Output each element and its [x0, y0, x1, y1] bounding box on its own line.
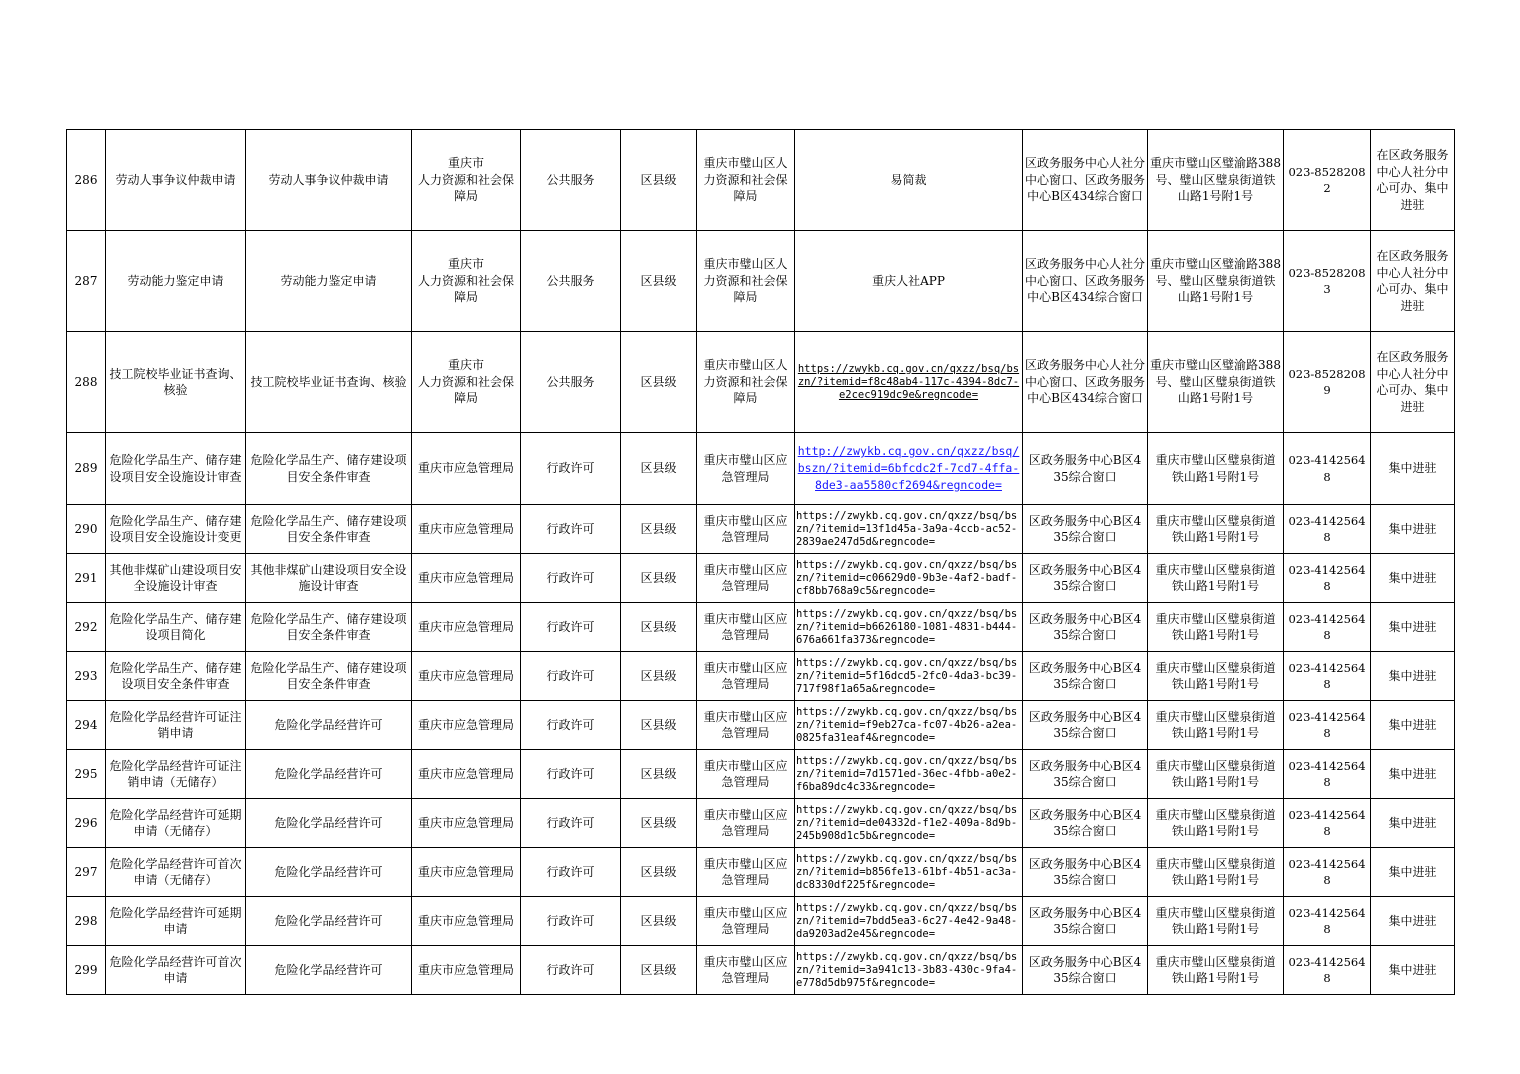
- cell-level: 区县级: [621, 897, 697, 946]
- cell-level: 区县级: [621, 701, 697, 750]
- cell-item: 危险化学品经营许可延期申请: [106, 897, 246, 946]
- cell-org: 重庆市璧山区应急管理局: [697, 848, 795, 897]
- cell-address: 重庆市璧山区璧渝路388号、璧山区璧泉街道铁山路1号附1号: [1148, 332, 1284, 433]
- service-link[interactable]: https://zwykb.cq.gov.cn/qxzz/bsq/bszn/?itemid=b856fe13-61bf-4b51-ac3a-dc8330df225f&regncode=: [796, 852, 1018, 891]
- cell-subitem: 危险化学品经营许可: [246, 750, 412, 799]
- cell-no: 291: [67, 554, 106, 603]
- cell-no: 287: [67, 231, 106, 332]
- cell-address: 重庆市璧山区璧泉街道铁山路1号附1号: [1148, 505, 1284, 554]
- service-link[interactable]: https://zwykb.cq.gov.cn/qxzz/bsq/bszn/?itemid=7bdd5ea3-6c27-4e42-9a48-da9203ad2e45&regncode=: [796, 901, 1018, 940]
- cell-address: 重庆市璧山区璧渝路388号、璧山区璧泉街道铁山路1号附1号: [1148, 130, 1284, 231]
- cell-item: 劳动能力鉴定申请: [106, 231, 246, 332]
- cell-online[interactable]: [795, 750, 1023, 799]
- cell-type: 公共服务: [521, 332, 621, 433]
- cell-address: 重庆市璧山区璧泉街道铁山路1号附1号: [1148, 652, 1284, 701]
- cell-phone: 023-41425648: [1284, 505, 1371, 554]
- cell-window: 区政务服务中心B区435综合窗口: [1023, 433, 1148, 505]
- cell-dept: 重庆市应急管理局: [412, 799, 521, 848]
- cell-type: 行政许可: [521, 433, 621, 505]
- cell-window: 区政务服务中心B区435综合窗口: [1023, 750, 1148, 799]
- cell-item: 危险化学品经营许可证注销申请（无储存）: [106, 750, 246, 799]
- cell-dept: 重庆市应急管理局: [412, 603, 521, 652]
- cell-level: 区县级: [621, 603, 697, 652]
- cell-mode: 集中进驻: [1371, 848, 1455, 897]
- cell-no: 295: [67, 750, 106, 799]
- cell-window: 区政务服务中心B区435综合窗口: [1023, 897, 1148, 946]
- cell-type: 行政许可: [521, 946, 621, 995]
- cell-level: 区县级: [621, 946, 697, 995]
- cell-item: 危险化学品经营许可首次申请: [106, 946, 246, 995]
- cell-online[interactable]: [795, 652, 1023, 701]
- cell-dept: 重庆市应急管理局: [412, 848, 521, 897]
- cell-window: 区政务服务中心B区435综合窗口: [1023, 701, 1148, 750]
- cell-level: 区县级: [621, 652, 697, 701]
- cell-window: 区政务服务中心B区435综合窗口: [1023, 554, 1148, 603]
- cell-online[interactable]: [795, 848, 1023, 897]
- cell-type: 公共服务: [521, 130, 621, 231]
- cell-org: 重庆市璧山区应急管理局: [697, 701, 795, 750]
- service-link[interactable]: https://zwykb.cq.gov.cn/qxzz/bsq/bszn/?itemid=f9eb27ca-fc07-4b26-a2ea-0825fa31eaf4&regncode=: [796, 705, 1018, 744]
- cell-no: 286: [67, 130, 106, 231]
- service-link[interactable]: https://zwykb.cq.gov.cn/qxzz/bsq/bszn/?itemid=c06629d0-9b3e-4af2-badf-cf8bb768a9c5&regncode=: [796, 558, 1018, 597]
- cell-online: 重庆人社APP: [795, 231, 1023, 332]
- cell-phone: 023-41425648: [1284, 750, 1371, 799]
- cell-org: 重庆市璧山区应急管理局: [697, 799, 795, 848]
- cell-mode: 在区政务服务中心人社分中心可办、集中进驻: [1371, 332, 1455, 433]
- service-link[interactable]: http://zwykb.cq.gov.cn/qxzz/bsq/bszn/?itemid=6bfcdc2f-7cd7-4ffa-8de3-aa5580cf2694&regncode=: [797, 444, 1020, 492]
- cell-phone: 023-41425648: [1284, 433, 1371, 505]
- cell-address: 重庆市璧山区璧泉街道铁山路1号附1号: [1148, 750, 1284, 799]
- cell-level: 区县级: [621, 505, 697, 554]
- cell-item: 危险化学品生产、储存建设项目安全设施设计审查: [106, 433, 246, 505]
- cell-mode: 在区政务服务中心人社分中心可办、集中进驻: [1371, 231, 1455, 332]
- cell-phone: 023-85282082: [1284, 130, 1371, 231]
- cell-type: 行政许可: [521, 848, 621, 897]
- cell-window: 区政务服务中心人社分中心窗口、区政务服务中心B区434综合窗口: [1023, 332, 1148, 433]
- cell-type: 行政许可: [521, 652, 621, 701]
- cell-phone: 023-41425648: [1284, 848, 1371, 897]
- cell-no: 293: [67, 652, 106, 701]
- cell-dept: 重庆市应急管理局: [412, 897, 521, 946]
- cell-address: 重庆市璧山区璧泉街道铁山路1号附1号: [1148, 603, 1284, 652]
- cell-no: 292: [67, 603, 106, 652]
- cell-no: 290: [67, 505, 106, 554]
- cell-item: 危险化学品经营许可首次申请（无储存）: [106, 848, 246, 897]
- cell-org: 重庆市璧山区应急管理局: [697, 750, 795, 799]
- cell-no: 296: [67, 799, 106, 848]
- service-link[interactable]: https://zwykb.cq.gov.cn/qxzz/bsq/bszn/?itemid=de04332d-f1e2-409a-8d9b-245b908d1c5b&regncode=: [796, 803, 1018, 842]
- cell-subitem: 危险化学品生产、储存建设项目安全条件审查: [246, 652, 412, 701]
- cell-type: 行政许可: [521, 554, 621, 603]
- cell-org: 重庆市璧山区应急管理局: [697, 652, 795, 701]
- cell-address: 重庆市璧山区璧泉街道铁山路1号附1号: [1148, 848, 1284, 897]
- cell-level: 区县级: [621, 130, 697, 231]
- cell-type: 行政许可: [521, 701, 621, 750]
- cell-mode: 集中进驻: [1371, 897, 1455, 946]
- cell-org: 重庆市璧山区应急管理局: [697, 946, 795, 995]
- cell-online[interactable]: [795, 897, 1023, 946]
- cell-item: 技工院校毕业证书查询、核验: [106, 332, 246, 433]
- cell-type: 公共服务: [521, 231, 621, 332]
- cell-mode: 在区政务服务中心人社分中心可办、集中进驻: [1371, 130, 1455, 231]
- cell-address: 重庆市璧山区璧泉街道铁山路1号附1号: [1148, 897, 1284, 946]
- service-link[interactable]: https://zwykb.cq.gov.cn/qxzz/bsq/bszn/?itemid=f8c48ab4-117c-4394-8dc7-e2cec919dc9e&regncode=: [797, 362, 1020, 401]
- cell-window: 区政务服务中心人社分中心窗口、区政务服务中心B区434综合窗口: [1023, 130, 1148, 231]
- cell-type: 行政许可: [521, 603, 621, 652]
- cell-address: 重庆市璧山区璧渝路388号、璧山区璧泉街道铁山路1号附1号: [1148, 231, 1284, 332]
- cell-dept: 重庆市应急管理局: [412, 554, 521, 603]
- cell-phone: 023-85282089: [1284, 332, 1371, 433]
- cell-dept: 重庆市 人力资源和社会保障局: [412, 130, 521, 231]
- table-row: [67, 433, 1455, 505]
- cell-level: 区县级: [621, 554, 697, 603]
- cell-online: 易简裁: [795, 130, 1023, 231]
- cell-dept: 重庆市 人力资源和社会保障局: [412, 332, 521, 433]
- cell-item: 危险化学品经营许可证注销申请: [106, 701, 246, 750]
- cell-level: 区县级: [621, 231, 697, 332]
- table-row: [67, 130, 1455, 231]
- cell-dept: 重庆市 人力资源和社会保障局: [412, 231, 521, 332]
- cell-subitem: 危险化学品经营许可: [246, 946, 412, 995]
- cell-org: 重庆市璧山区应急管理局: [697, 897, 795, 946]
- cell-online[interactable]: [795, 946, 1023, 995]
- cell-no: 288: [67, 332, 106, 433]
- cell-level: 区县级: [621, 848, 697, 897]
- cell-subitem: 技工院校毕业证书查询、核验: [246, 332, 412, 433]
- cell-mode: 集中进驻: [1371, 652, 1455, 701]
- cell-window: 区政务服务中心B区435综合窗口: [1023, 652, 1148, 701]
- cell-no: 299: [67, 946, 106, 995]
- table-row: [67, 652, 1455, 701]
- cell-item: 危险化学品生产、储存建设项目简化: [106, 603, 246, 652]
- cell-item: 危险化学品经营许可延期申请（无储存）: [106, 799, 246, 848]
- cell-no: 297: [67, 848, 106, 897]
- cell-phone: 023-41425648: [1284, 603, 1371, 652]
- cell-mode: 集中进驻: [1371, 701, 1455, 750]
- cell-org: 重庆市璧山区应急管理局: [697, 603, 795, 652]
- cell-subitem: 其他非煤矿山建设项目安全设施设计审查: [246, 554, 412, 603]
- cell-online[interactable]: [795, 603, 1023, 652]
- cell-org: 重庆市璧山区人力资源和社会保障局: [697, 130, 795, 231]
- cell-dept: 重庆市应急管理局: [412, 946, 521, 995]
- cell-phone: 023-41425648: [1284, 554, 1371, 603]
- cell-level: 区县级: [621, 750, 697, 799]
- cell-window: 区政务服务中心B区435综合窗口: [1023, 603, 1148, 652]
- table-row: [67, 799, 1455, 848]
- cell-type: 行政许可: [521, 750, 621, 799]
- cell-subitem: 劳动能力鉴定申请: [246, 231, 412, 332]
- cell-online[interactable]: [795, 332, 1023, 433]
- cell-subitem: 危险化学品经营许可: [246, 701, 412, 750]
- cell-online[interactable]: [795, 505, 1023, 554]
- cell-phone: 023-41425648: [1284, 799, 1371, 848]
- cell-dept: 重庆市应急管理局: [412, 433, 521, 505]
- table-row: [67, 848, 1455, 897]
- cell-address: 重庆市璧山区璧泉街道铁山路1号附1号: [1148, 554, 1284, 603]
- cell-online[interactable]: [795, 433, 1023, 505]
- cell-window: 区政务服务中心B区435综合窗口: [1023, 946, 1148, 995]
- cell-address: 重庆市璧山区璧泉街道铁山路1号附1号: [1148, 433, 1284, 505]
- cell-phone: 023-41425648: [1284, 701, 1371, 750]
- cell-type: 行政许可: [521, 897, 621, 946]
- cell-phone: 023-41425648: [1284, 897, 1371, 946]
- cell-item: 危险化学品生产、储存建设项目安全设施设计变更: [106, 505, 246, 554]
- table-row: [67, 946, 1455, 995]
- cell-level: 区县级: [621, 332, 697, 433]
- table-row: [67, 701, 1455, 750]
- cell-mode: 集中进驻: [1371, 799, 1455, 848]
- table-row: [67, 603, 1455, 652]
- cell-item: 危险化学品生产、储存建设项目安全条件审查: [106, 652, 246, 701]
- cell-mode: 集中进驻: [1371, 505, 1455, 554]
- cell-type: 行政许可: [521, 505, 621, 554]
- cell-dept: 重庆市应急管理局: [412, 505, 521, 554]
- cell-org: 重庆市璧山区应急管理局: [697, 505, 795, 554]
- table-row: [67, 231, 1455, 332]
- cell-dept: 重庆市应急管理局: [412, 652, 521, 701]
- cell-org: 重庆市璧山区应急管理局: [697, 554, 795, 603]
- service-link[interactable]: https://zwykb.cq.gov.cn/qxzz/bsq/bszn/?itemid=13f1d45a-3a9a-4ccb-ac52-2839ae247d5d&regncode=: [796, 509, 1018, 548]
- cell-item: 劳动人事争议仲裁申请: [106, 130, 246, 231]
- cell-no: 294: [67, 701, 106, 750]
- cell-address: 重庆市璧山区璧泉街道铁山路1号附1号: [1148, 799, 1284, 848]
- cell-mode: 集中进驻: [1371, 433, 1455, 505]
- cell-window: 区政务服务中心人社分中心窗口、区政务服务中心B区434综合窗口: [1023, 231, 1148, 332]
- cell-subitem: 劳动人事争议仲裁申请: [246, 130, 412, 231]
- cell-mode: 集中进驻: [1371, 603, 1455, 652]
- cell-subitem: 危险化学品生产、储存建设项目安全条件审查: [246, 433, 412, 505]
- cell-mode: 集中进驻: [1371, 750, 1455, 799]
- table-row: [67, 505, 1455, 554]
- cell-window: 区政务服务中心B区435综合窗口: [1023, 848, 1148, 897]
- cell-online[interactable]: [795, 799, 1023, 848]
- cell-subitem: 危险化学品生产、储存建设项目安全条件审查: [246, 603, 412, 652]
- cell-subitem: 危险化学品经营许可: [246, 848, 412, 897]
- table-row: [67, 332, 1455, 433]
- cell-phone: 023-85282083: [1284, 231, 1371, 332]
- cell-subitem: 危险化学品经营许可: [246, 897, 412, 946]
- cell-type: 行政许可: [521, 799, 621, 848]
- cell-level: 区县级: [621, 433, 697, 505]
- cell-subitem: 危险化学品生产、储存建设项目安全条件审查: [246, 505, 412, 554]
- cell-phone: 023-41425648: [1284, 946, 1371, 995]
- table-row: [67, 554, 1455, 603]
- table-row: [67, 750, 1455, 799]
- cell-mode: 集中进驻: [1371, 946, 1455, 995]
- cell-subitem: 危险化学品经营许可: [246, 799, 412, 848]
- service-link[interactable]: https://zwykb.cq.gov.cn/qxzz/bsq/bszn/?itemid=b6626180-1081-4831-b444-676a661fa373&regncode=: [796, 607, 1018, 646]
- cell-no: 289: [67, 433, 106, 505]
- cell-address: 重庆市璧山区璧泉街道铁山路1号附1号: [1148, 701, 1284, 750]
- cell-window: 区政务服务中心B区435综合窗口: [1023, 799, 1148, 848]
- cell-level: 区县级: [621, 799, 697, 848]
- cell-online[interactable]: [795, 701, 1023, 750]
- cell-phone: 023-41425648: [1284, 652, 1371, 701]
- cell-window: 区政务服务中心B区435综合窗口: [1023, 505, 1148, 554]
- cell-org: 重庆市璧山区人力资源和社会保障局: [697, 332, 795, 433]
- cell-org: 重庆市璧山区应急管理局: [697, 433, 795, 505]
- cell-item: 其他非煤矿山建设项目安全设施设计审查: [106, 554, 246, 603]
- service-link[interactable]: https://zwykb.cq.gov.cn/qxzz/bsq/bszn/?itemid=7d1571ed-36ec-4fbb-a0e2-f6ba89dc4c33&regncode=: [796, 754, 1018, 793]
- cell-dept: 重庆市应急管理局: [412, 750, 521, 799]
- service-link[interactable]: https://zwykb.cq.gov.cn/qxzz/bsq/bszn/?itemid=5f16dcd5-2fc0-4da3-bc39-717f98f1a65a&regncode=: [796, 656, 1018, 695]
- cell-dept: 重庆市应急管理局: [412, 701, 521, 750]
- table-row: [67, 897, 1455, 946]
- cell-online[interactable]: [795, 554, 1023, 603]
- service-items-table: [66, 129, 1455, 995]
- cell-org: 重庆市璧山区人力资源和社会保障局: [697, 231, 795, 332]
- cell-mode: 集中进驻: [1371, 554, 1455, 603]
- cell-address: 重庆市璧山区璧泉街道铁山路1号附1号: [1148, 946, 1284, 995]
- service-link[interactable]: https://zwykb.cq.gov.cn/qxzz/bsq/bszn/?itemid=3a941c13-3b83-430c-9fa4-e778d5db975f&regncode=: [796, 950, 1018, 989]
- cell-no: 298: [67, 897, 106, 946]
